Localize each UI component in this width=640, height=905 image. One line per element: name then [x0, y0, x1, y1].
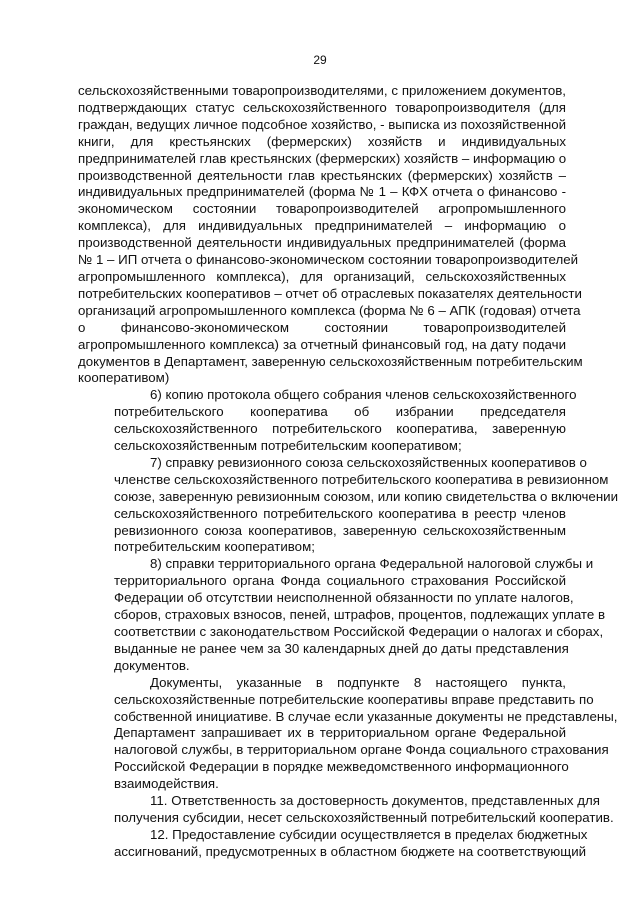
paragraph — [78, 674, 618, 793]
text-line: 8) справки территориального органа Федеральной налоговой службы и — [150, 556, 594, 572]
text-line: производственной деятельности глав крестьянских (фермерских) хозяйств – — [78, 167, 566, 183]
text-line: 7) справку ревизионного союза сельскохозяйственных кооперативов о — [150, 454, 587, 470]
text-line: 11. Ответственность за достоверность документов, представленных для — [150, 793, 600, 809]
text-line: № 1 – ИП отчета о финансово-экономическом состоянии товаропроизводителей — [78, 252, 579, 268]
text-line: потребительских кооперативов – отчет об отраслевых показателях деятельности — [78, 285, 582, 301]
text-line: документов в Департамент, заверенную сельскохозяйственным потребительским — [78, 353, 583, 369]
text-line: документов. — [114, 657, 190, 673]
text-line: о финансово-экономическом состоянии товаропроизводителей — [78, 319, 566, 335]
text-line: комплекса), для индивидуальных предпринимателей – информацию о — [78, 218, 566, 234]
text-line: территориального органа Фонда социального страхования Российской — [114, 573, 566, 589]
text-line: книги, для крестьянских (фермерских) хозяйств и индивидуальных — [78, 133, 566, 149]
text-line: Российской Федерации в порядке межведомственного информационного — [114, 759, 569, 775]
text-line: сельскохозяйственного потребительского кооператива, заверенную — [114, 421, 566, 437]
text-line: сельскохозяйственным потребительским кооперативом; — [114, 438, 462, 454]
text-line: соответствии с законодательством Российской Федерации о налогах и сборах, — [114, 624, 604, 639]
text-line: агропромышленного комплекса), для организаций, сельскохозяйственных — [78, 268, 566, 284]
text-line: предпринимателей глав крестьянских (фермерских) хозяйств – информацию о — [78, 150, 567, 166]
text-line: взаимодействия. — [114, 776, 219, 792]
text-line: ревизионного союза кооперативов, заверенную сельскохозяйственным — [114, 522, 566, 538]
text-line: сельскохозяйственными товаропроизводителями, с приложением документов, — [78, 83, 566, 98]
text-line: агропромышленного комплекса) за отчетный финансовый год, на дату подачи — [78, 336, 566, 352]
text-line: сельскохозяйственные потребительские кооперативы вправе представить по — [114, 691, 594, 707]
document-body — [78, 83, 619, 861]
paragraph — [78, 793, 614, 827]
text-line: ассигнований, предусмотренных в областном бюджете на соответствующий — [114, 843, 587, 859]
page-number: 29 — [313, 53, 327, 67]
text-line: членстве сельскохозяйственного потребительского кооператива в ревизионном — [114, 471, 609, 487]
text-line: сельскохозяйственного потребительского кооператива в реестр членов — [114, 505, 566, 521]
text-line: индивидуальных предпринимателей (форма № 1 – КФХ отчета о финансово - — [78, 184, 566, 200]
text-line: налоговой службы, в территориальном органе Фонда социального страхования — [114, 742, 609, 758]
text-line: потребительским кооперативом; — [114, 539, 315, 555]
text-line: экономическом состоянии товаропроизводителей агропромышленного — [78, 201, 566, 217]
text-line: подтверждающих статус сельскохозяйственного товаропроизводителя (для — [78, 99, 566, 115]
text-line: получения субсидии, несет сельскохозяйственный потребительский кооператив. — [114, 809, 614, 825]
text-line: Федерации об отсутствии неисполненной обязанности по уплате налогов, — [114, 590, 574, 606]
text-line: производственной деятельности индивидуальных предпринимателей (форма — [78, 235, 566, 251]
text-line: 12. Предоставление субсидии осуществляется в пределах бюджетных — [150, 826, 588, 842]
text-line: сборов, страховых взносов, пеней, штрафов, процентов, подлежащих уплате в — [114, 607, 606, 623]
paragraph — [78, 387, 577, 455]
text-line: Департамент запрашивает их в территориальном органе Федеральной — [114, 725, 566, 741]
paragraph — [78, 83, 583, 387]
text-line: 6) копию протокола общего собрания членов сельскохозяйственного — [150, 387, 577, 403]
text-line: организаций агропромышленного комплекса (форма № 6 – АПК (годовая) отчета — [78, 302, 581, 318]
paragraph — [78, 826, 588, 861]
text-line: выданные не ранее чем за 30 календарных дней до даты представления — [114, 640, 569, 656]
text-line: потребительского кооператива об избрании председателя — [114, 404, 566, 420]
text-line: собственной инициативе. В случае если указанные документы не представлены, — [114, 708, 618, 724]
text-line: Документы, указанные в подпункте 8 настоящего пункта, — [150, 674, 566, 690]
text-line: кооперативом) — [78, 370, 170, 386]
text-line: союзе, заверенную ревизионным союзом, или копию свидетельства о включении — [114, 488, 619, 504]
text-line: граждан, ведущих личное подсобное хозяйство, - выписка из похозяйственной — [78, 116, 567, 132]
paragraph — [78, 556, 606, 674]
paragraph — [78, 454, 619, 556]
